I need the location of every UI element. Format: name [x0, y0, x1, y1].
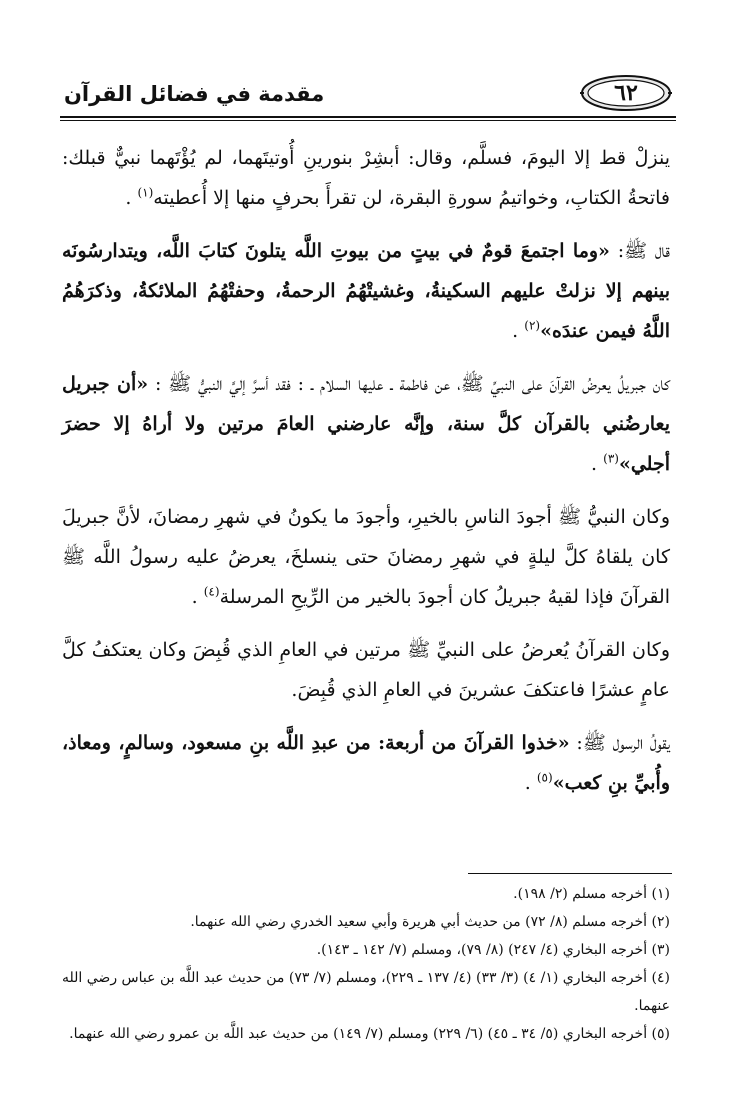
paragraph-5 [62, 630, 670, 710]
header-rule-thin [60, 120, 676, 121]
paragraph-end: . [524, 772, 537, 794]
paragraph-3 [62, 364, 670, 484]
paragraph-intro: كان جبريلُ يعرضُ القرآنَ على النبيِّ ﷺ، عن فاطمة ـ عليها السلام ـ : فقد أسرَّ إليَّ النبيُّ ﷺ : [148, 373, 670, 395]
page-number: ٦٢ [614, 80, 638, 106]
paragraph-text: وكان النبيُّ ﷺ أجودَ الناسِ بالخيرِ، وأجودَ ما يكونُ في شهرِ رمضانَ، لأنَّ جبريلَ كان يلقاهُ كلَّ ليلةٍ في شهرِ رمضانَ حتى ينسلخَ، يعرضُ عليه رسولُ اللَّه ﷺ القرآنَ فإذا لقيهُ جبريلُ كان أجودَ بالخير من الرِّيحِ المرسلة [62, 506, 670, 608]
paragraph-4 [62, 497, 670, 617]
footnote-1: (١) أخرجه مسلم (٢/ ١٩٨). [513, 886, 670, 902]
paragraph-6 [62, 723, 670, 803]
footnote-ref-3[interactable]: (٣) [603, 451, 619, 466]
footnote-2: (٢) أخرجه مسلم (٨/ ٧٢) من حديث أبي هريرة وأبي سعيد الخدري رضي الله عنهما. [190, 914, 670, 930]
paragraph-end: . [191, 586, 204, 608]
footnote-ref-2[interactable]: (٢) [524, 318, 541, 333]
footnote-ref-5[interactable]: (٥) [536, 770, 553, 785]
footnote-separator [468, 873, 672, 874]
paragraph-end: . [125, 187, 138, 209]
paragraph-intro: قال ﷺ: [609, 240, 670, 262]
header-rule [60, 116, 676, 118]
footnote-4: (٤) أخرجه البخاري (١/ ٤) (٣/ ٣٣) (٤/ ١٣٧ ـ ٢٢٩)، ومسلم (٧/ ٧٣) من حديث عبد اللَّه بن عباس رضي الله عنهما. [62, 970, 670, 1014]
running-title: مقدمة في فضائل القرآن [64, 82, 325, 106]
paragraph-text: ينزلْ قط إلا اليومَ، فسلَّم، وقال: أبشِرْ بنورينِ أُوتيتَهما، لم يُؤْتَهما نبيٌّ قبلك: فاتحةُ الكتابِ، وخواتيمُ سورةِ البقرة، لن تقرأَ بحرفٍ منها إلا أُعطيته [62, 147, 670, 209]
page-header [60, 70, 676, 116]
paragraph-2 [62, 231, 670, 351]
paragraph-1 [62, 138, 670, 218]
paragraph-text: وكان القرآنُ يُعرضُ على النبيِّ ﷺ مرتين في العامِ الذي قُبِضَ وكان يعتكفُ كلَّ عامٍ عشرًا فاعتكفَ عشرينَ في العامِ الذي قُبِضَ. [62, 639, 670, 701]
hadith-quote: «وما اجتمعَ قومٌ في بيتٍ من بيوتِ اللَّه يتلونَ كتابَ اللَّه، ويتدارسُونَه بينهم إلا نزلتْ عليهم السكينةُ، وغشيتْهُمُ الرحمةُ، وحفتْهُمُ الملائكةُ، وذكرَهُمُ اللَّهُ فيمن عندَه» [62, 240, 670, 342]
footnotes [62, 880, 670, 1048]
footnote-3: (٣) أخرجه البخاري (٤/ ٢٤٧) (٨/ ٧٩)، ومسلم (٧/ ١٤٢ ـ ١٤٣). [316, 942, 670, 958]
footnote-ref-4[interactable]: (٤) [203, 584, 220, 599]
footnote-5: (٥) أخرجه البخاري (٥/ ٣٤ ـ ٤٥) (٦/ ٢٢٩) ومسلم (٧/ ١٤٩) من حديث عبد اللَّه بن عمرو رضي الله عنهما. [69, 1026, 670, 1042]
page-number-badge [580, 74, 672, 112]
hadith-quote: «أن جبريل يعارضُني بالقرآن كلَّ سنة، وإنَّه عارضني العامَ مرتين ولا أراهُ إلا حضرَ أجلي» [62, 373, 670, 475]
paragraph-intro: يقولُ الرسول ﷺ: [569, 732, 670, 754]
paragraph-end: . [512, 320, 525, 342]
footnote-ref-1[interactable]: (١) [137, 185, 154, 200]
main-text [62, 138, 670, 816]
hadith-quote: «خذوا القرآنَ من أربعة: من عبدِ اللَّه بنِ مسعود، وسالمٍ، ومعاذ، وأُبيِّ بنِ كعب» [62, 732, 670, 794]
paragraph-end: . [591, 453, 604, 475]
